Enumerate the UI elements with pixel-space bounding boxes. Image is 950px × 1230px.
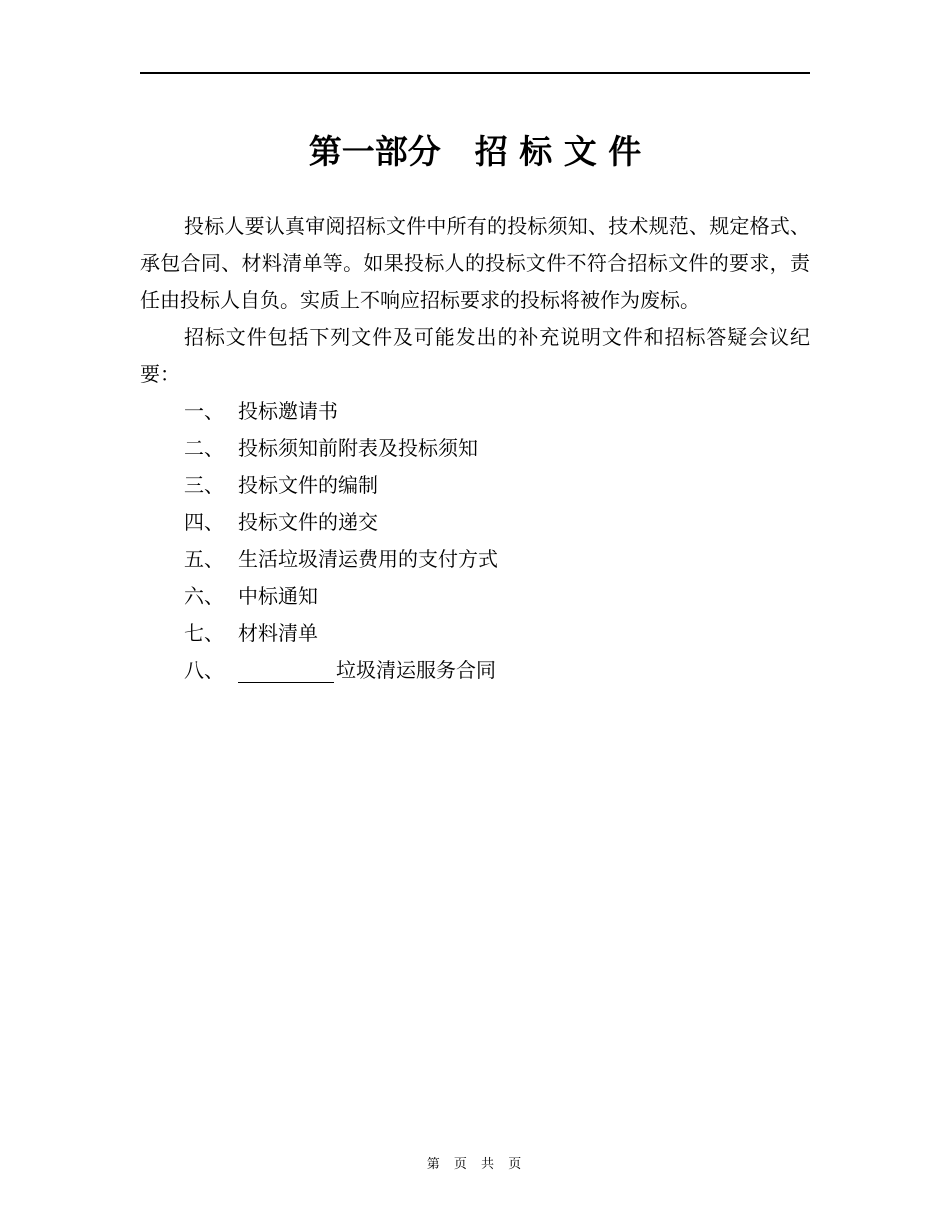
- list-item: [140, 467, 810, 504]
- list-item-text: 投标文件的递交: [238, 510, 378, 534]
- intro-paragraph: 投标人要认真审阅招标文件中所有的投标须知、技术规范、规定格式、承包合同、材料清单等。如果投标人的投标文件不符合招标文件的要求，责任由投标人自负。实质上不响应招标要求的投标将被作为废标。: [140, 214, 810, 312]
- title-name: 招 标 文 件: [474, 132, 642, 171]
- contents-intro-paragraph: 招标文件包括下列文件及可能发出的补充说明文件和招标答疑会议纪要：: [140, 325, 810, 386]
- list-item: [140, 541, 810, 578]
- contents-list: [140, 393, 810, 689]
- list-item-number: 二、: [184, 436, 224, 460]
- list-item-number: 八、: [184, 658, 224, 682]
- list-item: [140, 578, 810, 615]
- list-item-number: 七、: [184, 621, 224, 645]
- list-item: [140, 430, 810, 467]
- list-item-number: 三、: [184, 473, 224, 497]
- list-item-text: 投标文件的编制: [238, 473, 378, 497]
- header-rule: [140, 72, 810, 74]
- list-item-text: 投标须知前附表及投标须知: [238, 436, 478, 460]
- list-item-number: 六、: [184, 584, 224, 608]
- list-item: [140, 504, 810, 541]
- list-item: [140, 393, 810, 430]
- list-item-text: 投标邀请书: [238, 399, 338, 423]
- list-item: [140, 615, 810, 652]
- list-item: [140, 652, 810, 689]
- document-body: [140, 208, 810, 689]
- list-item-number: 五、: [184, 547, 224, 571]
- list-item-text: 中标通知: [238, 584, 318, 608]
- page-footer: 第 页 共 页: [426, 1157, 524, 1172]
- list-item-text: 生活垃圾清运费用的支付方式: [238, 547, 498, 571]
- list-item-text: 材料清单: [238, 621, 318, 645]
- page-title: [140, 130, 810, 174]
- list-item-text: 垃圾清运服务合同: [336, 658, 496, 682]
- list-item-number: 一、: [184, 399, 224, 423]
- list-item-number: 四、: [184, 510, 224, 534]
- title-part: 第一部分: [308, 132, 441, 171]
- fill-in-blank: [238, 658, 334, 683]
